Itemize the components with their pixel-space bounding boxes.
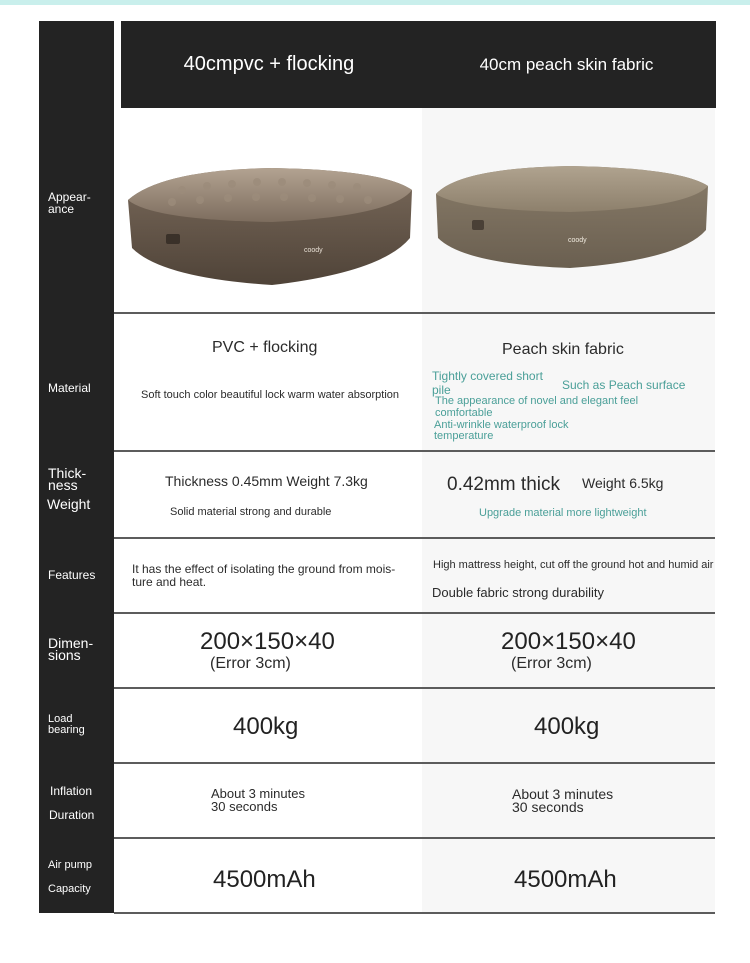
- label-inflation-duration: Inflation Duration: [49, 784, 95, 822]
- label-air-pump-capacity: Air pump Capacity: [48, 859, 93, 895]
- row-separator: [114, 612, 715, 614]
- dimensions-left-value: 200×150×40: [200, 628, 335, 655]
- load-right-value: 400kg: [534, 713, 600, 740]
- row-separator: [114, 912, 715, 914]
- pump-panel-icon: [166, 234, 180, 244]
- header-col-pvc: 40cmpvc + flocking: [183, 53, 355, 75]
- material-right-feature-2: Such as Peach surface: [562, 378, 686, 392]
- thickness-right-thick: 0.42mm thick: [447, 474, 560, 495]
- features-left-line-1: It has the effect of isolating the ground from mois-: [132, 562, 396, 576]
- material-right-feature-1: Tightly covered short: [432, 369, 543, 383]
- material-left-title: PVC + flocking: [212, 339, 318, 356]
- row-separator: [114, 762, 715, 764]
- material-right-feature-1-cont: pile: [432, 383, 451, 397]
- dimensions-right-value: 200×150×40: [501, 628, 636, 655]
- comparison-header: [121, 21, 716, 108]
- thickness-right-weight: Weight 6.5kg: [582, 475, 664, 491]
- pump-panel-icon: [472, 220, 484, 230]
- row-separator: [114, 537, 715, 539]
- material-right-feature-3: The appearance of novel and elegant feel: [435, 395, 639, 407]
- row-separator: [114, 687, 715, 689]
- thickness-right-sub: Upgrade material more lightweight: [479, 507, 647, 519]
- label-dimensions: Dimen- sions: [48, 635, 94, 663]
- label-features: Features: [48, 568, 96, 582]
- load-left-value: 400kg: [233, 713, 299, 740]
- airpump-right-value: 4500mAh: [514, 866, 617, 893]
- material-right-feature-4: Anti-wrinkle waterproof lock: [434, 419, 569, 431]
- row-separator: [114, 312, 715, 314]
- label-material: Material: [48, 381, 91, 395]
- features-left-line-2: ture and heat.: [132, 575, 207, 589]
- material-right-feature-3-cont: comfortable: [435, 407, 493, 419]
- airpump-left-value: 4500mAh: [213, 866, 316, 893]
- features-right-line-2: Double fabric strong durability: [432, 585, 604, 600]
- peach-skin-mattress-image: [430, 160, 712, 272]
- header-col-peach: 40cm peach skin fabric: [479, 55, 654, 74]
- label-load-bearing: Load bearing: [48, 713, 85, 736]
- pvc-mattress-image: [122, 160, 416, 290]
- label-appearance: Appear- ance: [48, 190, 91, 216]
- features-right-line-1: High mattress height, cut off the ground hot and humid air: [433, 559, 714, 571]
- label-thickness-weight: Thick- ness Weight: [47, 465, 91, 512]
- dimensions-right-error: (Error 3cm): [511, 655, 592, 672]
- material-right-feature-4-cont: temperature: [434, 430, 494, 442]
- brand-logo: coody: [568, 237, 587, 244]
- dimensions-left-error: (Error 3cm): [210, 655, 291, 672]
- row-separator: [114, 837, 715, 839]
- thickness-left-main: Thickness 0.45mm Weight 7.3kg: [165, 473, 368, 489]
- material-right-title: Peach skin fabric: [502, 341, 624, 358]
- inflation-right-value: About 3 minutes 30 seconds: [512, 786, 614, 815]
- brand-logo: coody: [304, 247, 323, 254]
- inflation-left-value: About 3 minutes 30 seconds: [211, 786, 305, 814]
- row-separator: [114, 450, 715, 452]
- thickness-left-sub: Solid material strong and durable: [170, 506, 332, 518]
- material-left-desc: Soft touch color beautiful lock warm water absorption: [141, 389, 400, 401]
- top-accent-bar: [0, 0, 750, 5]
